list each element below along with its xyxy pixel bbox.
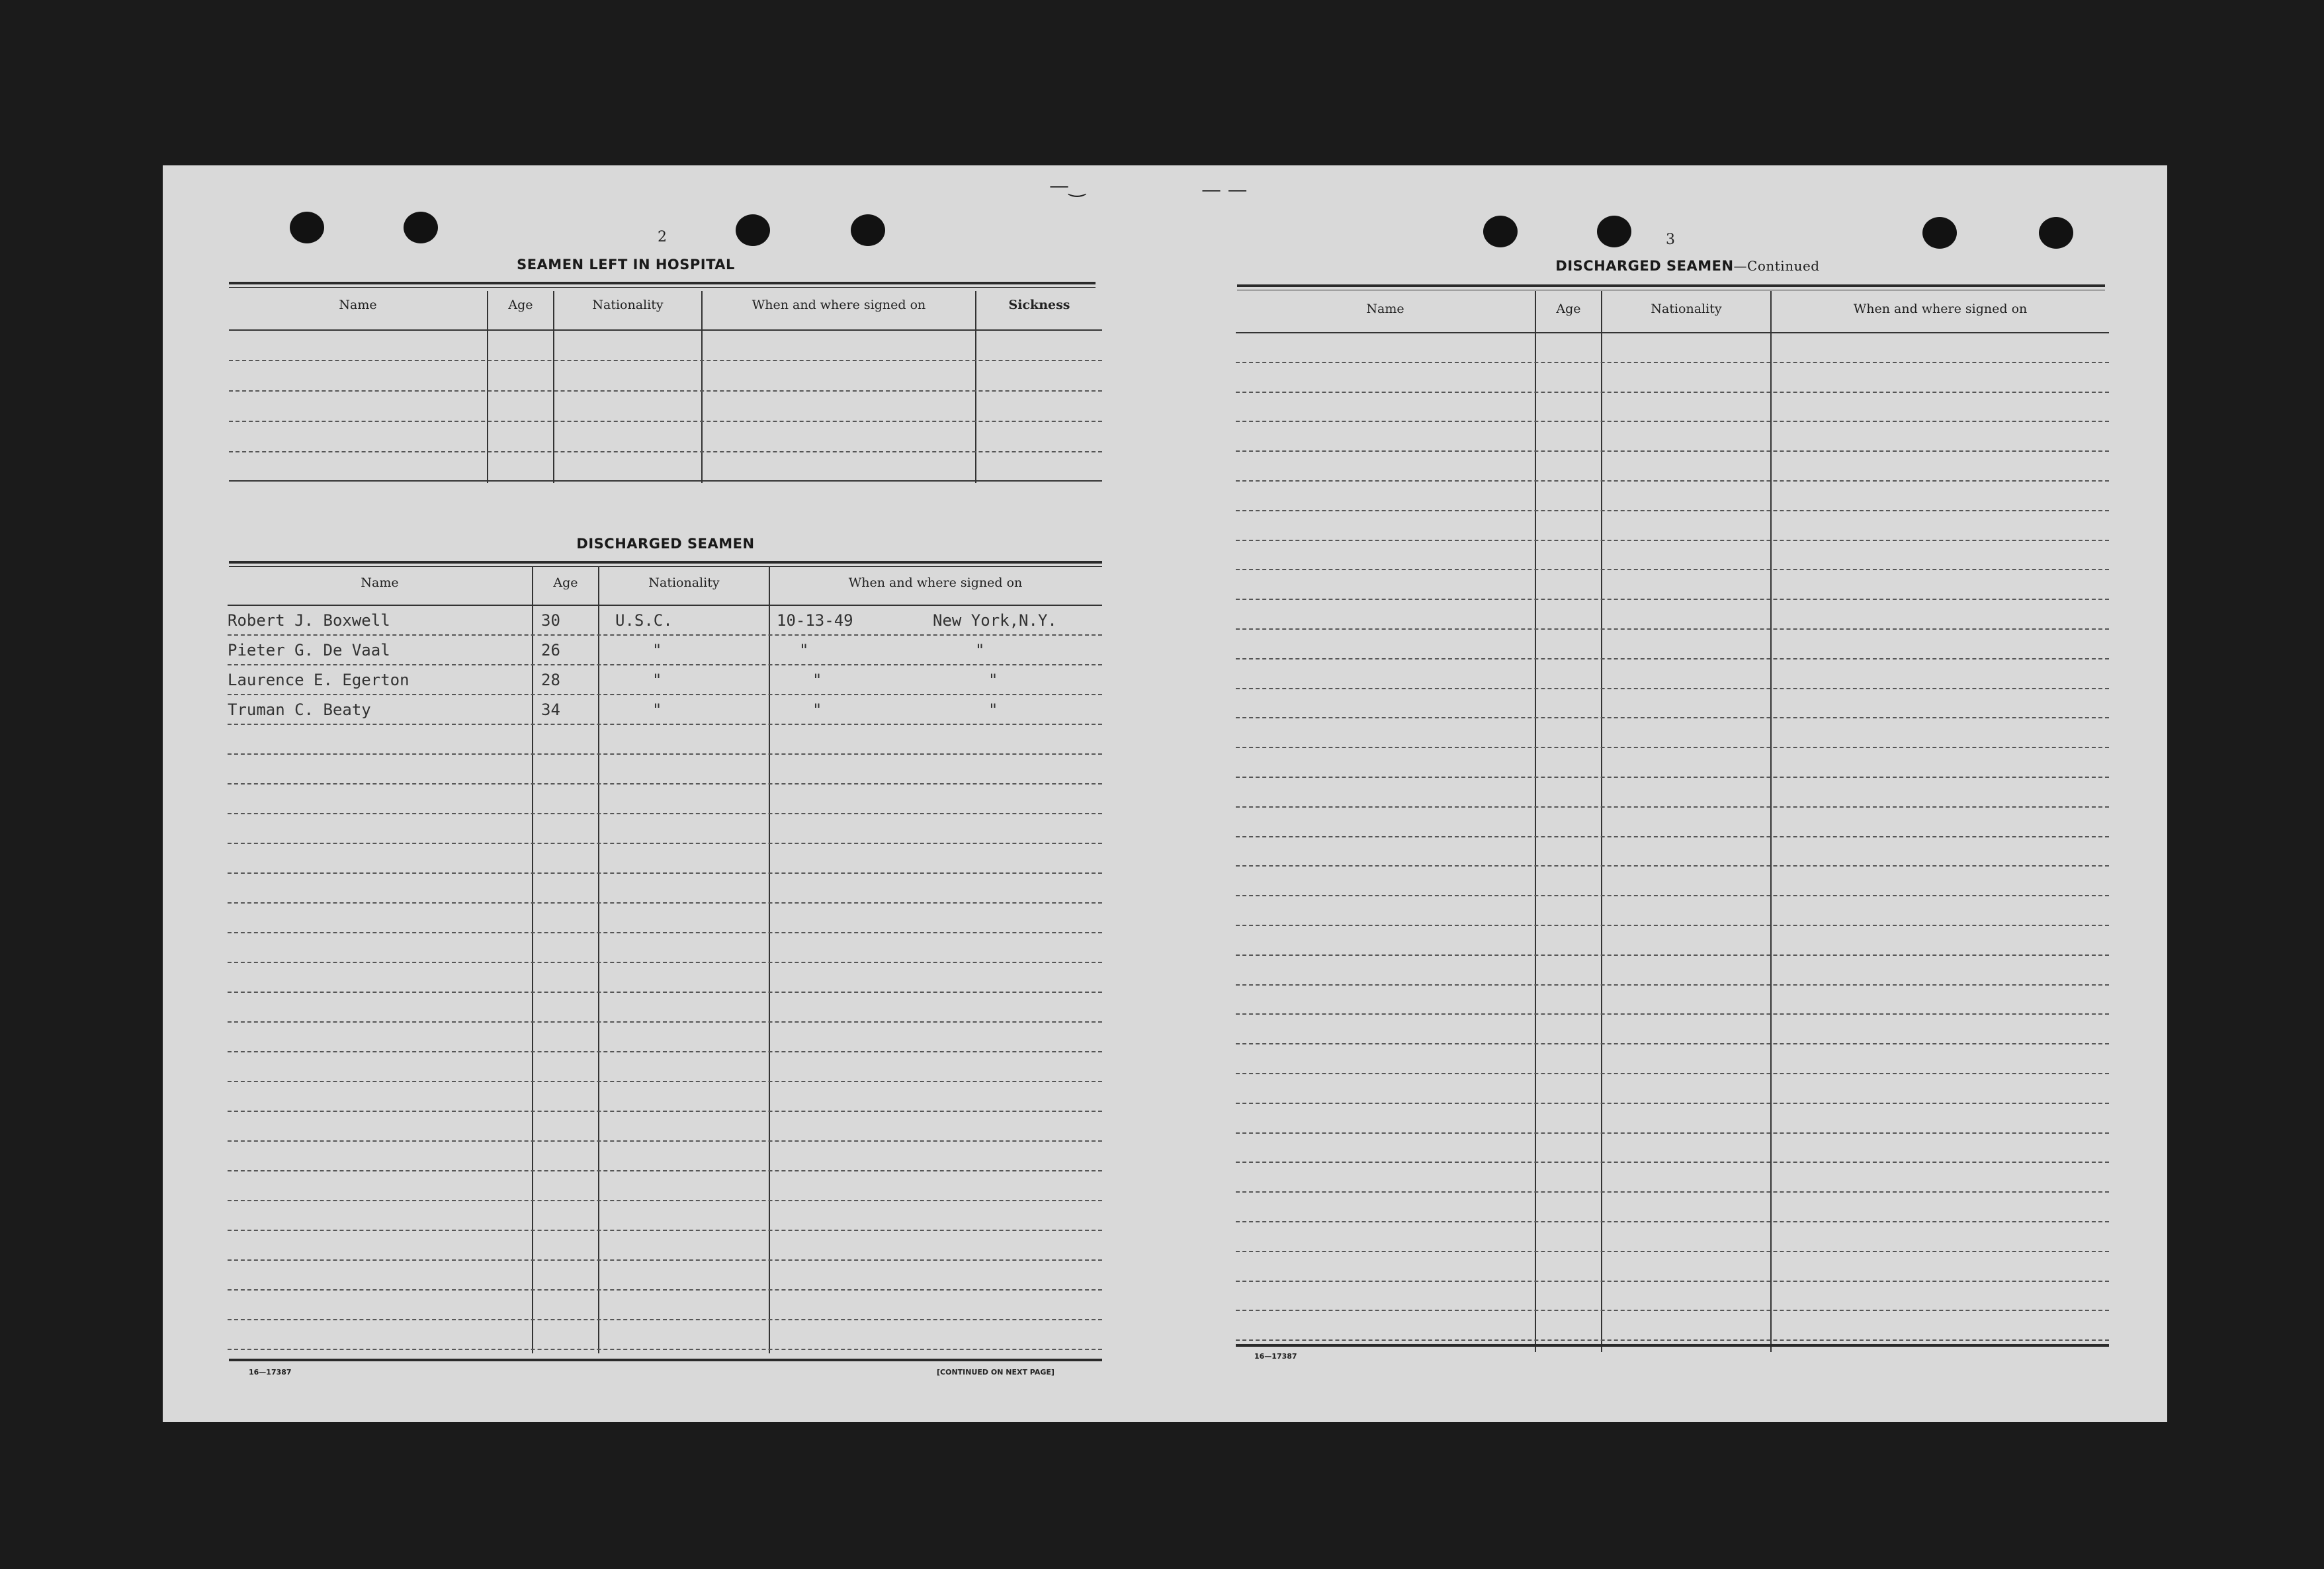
row-rule [1236, 1043, 2109, 1044]
row-rule [1236, 1132, 2109, 1134]
column-header: When and where signed on [752, 298, 926, 312]
column-header: Nationality [592, 298, 664, 312]
row-rule [1236, 777, 2109, 778]
punch-hole [1597, 216, 1631, 247]
cell-name: Pieter G. De Vaal [228, 641, 390, 659]
row-rule [1236, 1310, 2109, 1311]
row-rule [1236, 688, 2109, 689]
title-continued: —Continued [1733, 258, 1820, 274]
page-number: 3 [1666, 232, 1675, 248]
row-rule [228, 1200, 1102, 1201]
row-rule [1236, 984, 2109, 986]
row-rule [228, 1319, 1102, 1320]
column-header: Age [553, 575, 578, 590]
row-rule [228, 1289, 1102, 1291]
row-rule [228, 783, 1102, 784]
cell-name: Truman C. Beaty [228, 700, 371, 719]
row-rule [1236, 450, 2109, 452]
bottom-rule [1236, 1344, 2109, 1347]
row-rule [228, 634, 1102, 636]
discharged-continued-table [1236, 302, 2109, 1360]
row-rule [1236, 925, 2109, 926]
cell-age: 28 [541, 671, 560, 689]
section-rule [229, 561, 1102, 564]
hospital-table [229, 298, 1102, 483]
row-rule [1236, 628, 2109, 630]
row-rule [1236, 806, 2109, 808]
row-rule [228, 813, 1102, 814]
row-rule [1236, 717, 2109, 718]
cell-date: " [812, 700, 822, 719]
row-rule [228, 902, 1102, 904]
row-rule [1236, 1103, 2109, 1104]
row-rule [1236, 658, 2109, 659]
row-rule [1236, 895, 2109, 896]
row-rule [1236, 569, 2109, 570]
row-rule [228, 1051, 1102, 1052]
row-rule [228, 843, 1102, 844]
row-rule [1236, 1073, 2109, 1074]
row-rule [228, 872, 1102, 874]
punch-hole [290, 212, 324, 243]
row-rule [1236, 392, 2109, 393]
section-rule [1237, 284, 2105, 287]
row-rule [228, 1021, 1102, 1023]
cell-age: 30 [541, 611, 560, 630]
section-rule [229, 282, 1096, 284]
row-rule [1236, 362, 2109, 363]
row-rule [228, 962, 1102, 963]
row-rule [1236, 1339, 2109, 1341]
discharged-table [228, 575, 1102, 1523]
cell-age: 34 [541, 700, 560, 719]
bottom-rule [229, 1359, 1102, 1361]
cell-age: 26 [541, 641, 560, 659]
row-rule [1236, 480, 2109, 482]
cell-date: 10-13-49 [777, 611, 853, 630]
form-number: 16—17387 [249, 1368, 292, 1377]
row-rule [1236, 510, 2109, 511]
column-header: Nationality [1651, 302, 1722, 316]
cell-date: " [812, 671, 822, 689]
cell-name: Laurence E. Egerton [228, 671, 409, 689]
row-rule [1236, 1281, 2109, 1282]
row-rule [1236, 1221, 2109, 1222]
hospital-section-title: SEAMEN LEFT IN HOSPITAL [517, 257, 735, 273]
row-rule [228, 1111, 1102, 1112]
punch-hole [404, 212, 438, 243]
cell-nationality: " [652, 700, 662, 719]
cell-place: New York,N.Y. [933, 611, 1057, 630]
cell-place: " [988, 671, 998, 689]
row-rule [1236, 1191, 2109, 1193]
row-rule [1236, 954, 2109, 956]
row-rule [1236, 836, 2109, 837]
row-rule [1236, 599, 2109, 600]
column-header: Nationality [648, 575, 720, 590]
column-header: When and where signed on [848, 575, 1023, 590]
row-rule [1236, 747, 2109, 748]
column-header: When and where signed on [1853, 302, 2028, 316]
cell-name: Robert J. Boxwell [228, 611, 390, 630]
row-rule [1236, 421, 2109, 422]
cell-nationality: U.S.C. [615, 611, 673, 630]
row-rule [1236, 540, 2109, 541]
punch-hole [1483, 216, 1518, 247]
discharged-section-title: DISCHARGED SEAMEN [576, 536, 755, 552]
ledger-paper [163, 165, 2167, 1422]
column-header: Name [361, 575, 399, 590]
row-rule [1236, 1162, 2109, 1163]
section-rule [229, 566, 1102, 567]
column-header: Sickness [1008, 298, 1070, 312]
row-rule [228, 664, 1102, 665]
title-main: DISCHARGED SEAMEN [1555, 258, 1734, 274]
punch-hole [851, 214, 885, 246]
row-rule [228, 1230, 1102, 1231]
punch-hole [2039, 217, 2073, 249]
row-rule [228, 1140, 1102, 1142]
cell-place: " [975, 641, 985, 659]
row-rule [228, 932, 1102, 933]
row-rule [1236, 1251, 2109, 1252]
row-rule [228, 1170, 1102, 1171]
row-rule [228, 992, 1102, 993]
row-rule [228, 724, 1102, 725]
row-rule [228, 753, 1102, 755]
column-header: Name [1366, 302, 1404, 316]
row-rule [1236, 1013, 2109, 1015]
form-number: 16—17387 [1254, 1352, 1297, 1361]
row-rule [228, 694, 1102, 695]
column-header: Age [1556, 302, 1581, 316]
pencil-mark: —‿ [1049, 175, 1086, 198]
discharged-continued-title [1234, 258, 2141, 274]
pencil-mark: — — [1201, 179, 1248, 202]
continued-note: [CONTINUED ON NEXT PAGE] [937, 1368, 1054, 1377]
section-rule [229, 287, 1096, 288]
cell-place: " [988, 700, 998, 719]
cell-nationality: " [652, 671, 662, 689]
row-rule [228, 1081, 1102, 1082]
column-header: Name [339, 298, 377, 312]
row-rule [1236, 865, 2109, 867]
row-rule [228, 1349, 1102, 1350]
column-header: Age [508, 298, 533, 312]
cell-date: " [799, 641, 809, 659]
cell-nationality: " [652, 641, 662, 659]
punch-hole [1922, 217, 1957, 249]
punch-hole [736, 214, 770, 246]
page-number: 2 [658, 229, 667, 245]
row-rule [228, 1259, 1102, 1261]
